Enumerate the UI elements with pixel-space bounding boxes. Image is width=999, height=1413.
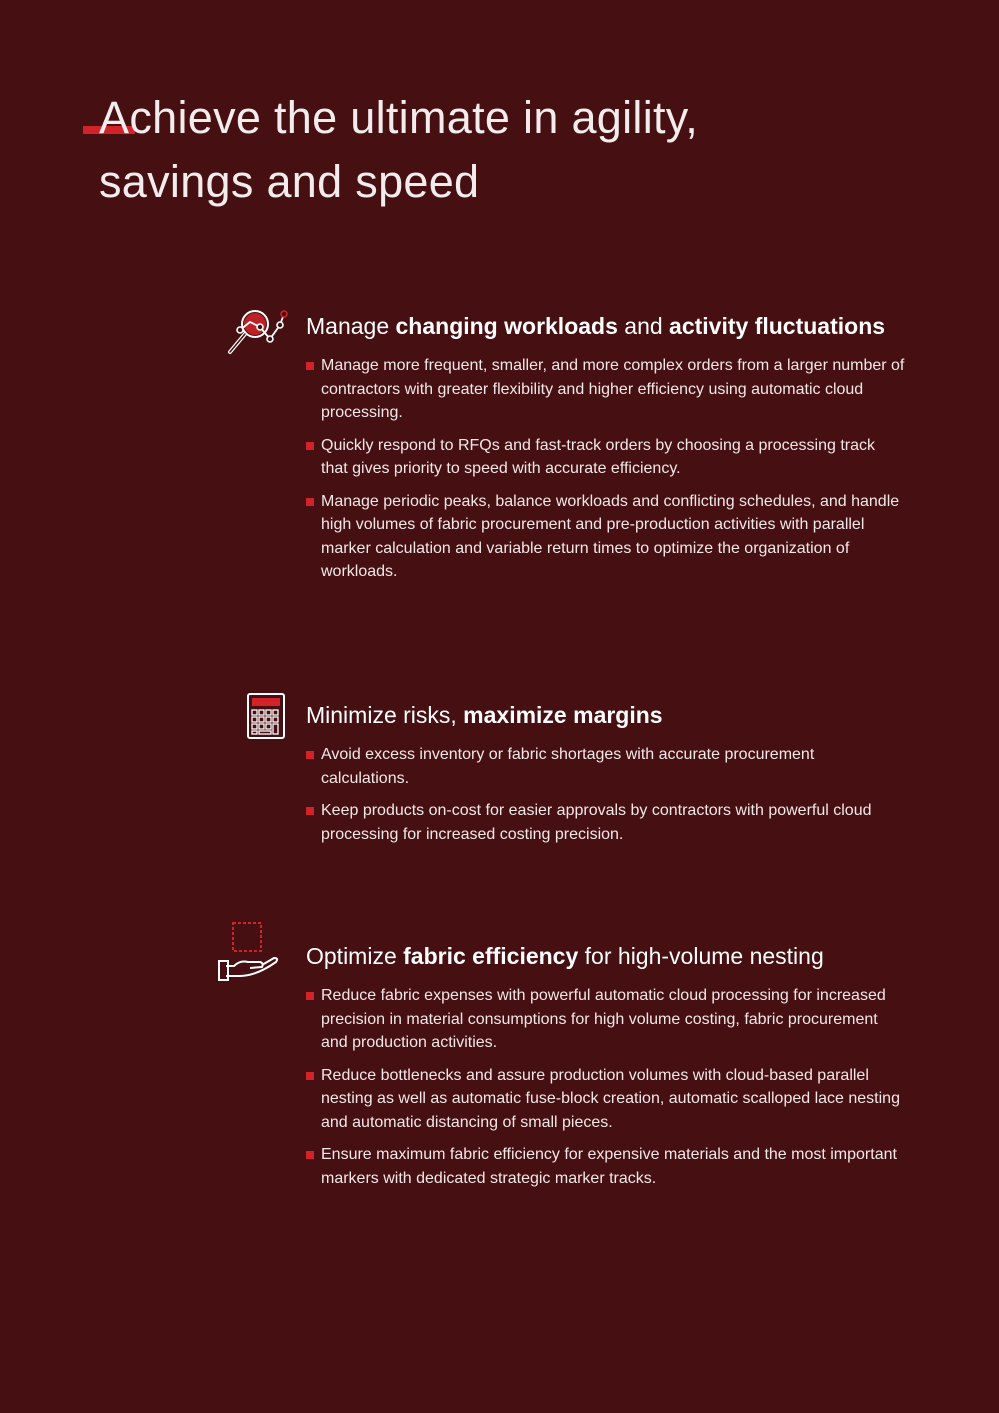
bullet-text: Manage more frequent, smaller, and more complex orders from a larger number of contractors with greater flexibility and higher efficiency using automatic cloud processing. — [321, 357, 905, 421]
section-title — [306, 701, 906, 729]
title-text: for high-volume nesting — [578, 943, 824, 969]
list-item — [306, 743, 906, 790]
section-workloads — [306, 312, 906, 593]
bullet-square-icon — [306, 362, 314, 370]
bullet-text: Ensure maximum fabric efficiency for expensive materials and the most important markers with dedicated strategic marker tracks. — [321, 1146, 897, 1187]
bullet-text: Keep products on-cost for easier approvals by contractors with powerful cloud processing for increased costing precision. — [321, 802, 872, 843]
list-item — [306, 1064, 906, 1135]
section-title — [306, 312, 906, 340]
section-title — [306, 942, 906, 970]
bullet-text: Avoid excess inventory or fabric shortages with accurate procurement calculations. — [321, 746, 815, 787]
title-emphasis: maximize margins — [463, 702, 663, 728]
title-emphasis: changing workloads — [395, 313, 618, 339]
bullet-square-icon — [306, 751, 314, 759]
page-headline — [99, 86, 899, 214]
headline-line-1: Achieve the ultimate in agility, — [99, 92, 699, 143]
bullet-square-icon — [306, 1151, 314, 1159]
list-item — [306, 1143, 906, 1190]
section-risks — [306, 701, 906, 855]
magnifier-chart-icon — [222, 308, 290, 358]
list-item — [306, 434, 906, 481]
bullet-text: Quickly respond to RFQs and fast-track orders by choosing a processing track that gives priority to speed with accurate efficiency. — [321, 436, 876, 477]
calculator-icon — [246, 692, 286, 740]
list-item — [306, 354, 906, 425]
bullet-square-icon — [306, 498, 314, 506]
bullet-square-icon — [306, 807, 314, 815]
title-text: and — [617, 313, 670, 339]
list-item — [306, 984, 906, 1055]
list-item — [306, 799, 906, 846]
title-text: Minimize risks, — [306, 702, 464, 728]
bullet-list — [306, 743, 906, 846]
bullet-text: Reduce fabric expenses with powerful automatic cloud processing for increased precision in material consumptions for high volume costing, fabric procurement and production activities. — [321, 987, 886, 1051]
list-item — [306, 490, 906, 584]
section-fabric-efficiency — [306, 942, 906, 1199]
headline-line-2: savings and speed — [99, 156, 480, 207]
title-emphasis: activity fluctuations — [669, 313, 886, 339]
title-text: Optimize — [306, 943, 404, 969]
bullet-square-icon — [306, 442, 314, 450]
title-text: Manage — [306, 313, 396, 339]
hand-fabric-icon — [216, 920, 282, 982]
bullet-square-icon — [306, 992, 314, 1000]
bullet-list — [306, 984, 906, 1190]
bullet-square-icon — [306, 1072, 314, 1080]
bullet-text: Reduce bottlenecks and assure production volumes with cloud-based parallel nesting as well as automatic fuse-block creation, automatic scalloped lace nesting and automatic distancing of small pieces. — [321, 1066, 900, 1131]
bullet-text: Manage periodic peaks, balance workloads and conflicting schedules, and handle high volumes of fabric procurement and pre-production activities with parallel marker calculation and variable return times to optimize the organization of workloads. — [321, 492, 900, 580]
title-emphasis: fabric efficiency — [403, 943, 579, 969]
bullet-list — [306, 354, 906, 584]
